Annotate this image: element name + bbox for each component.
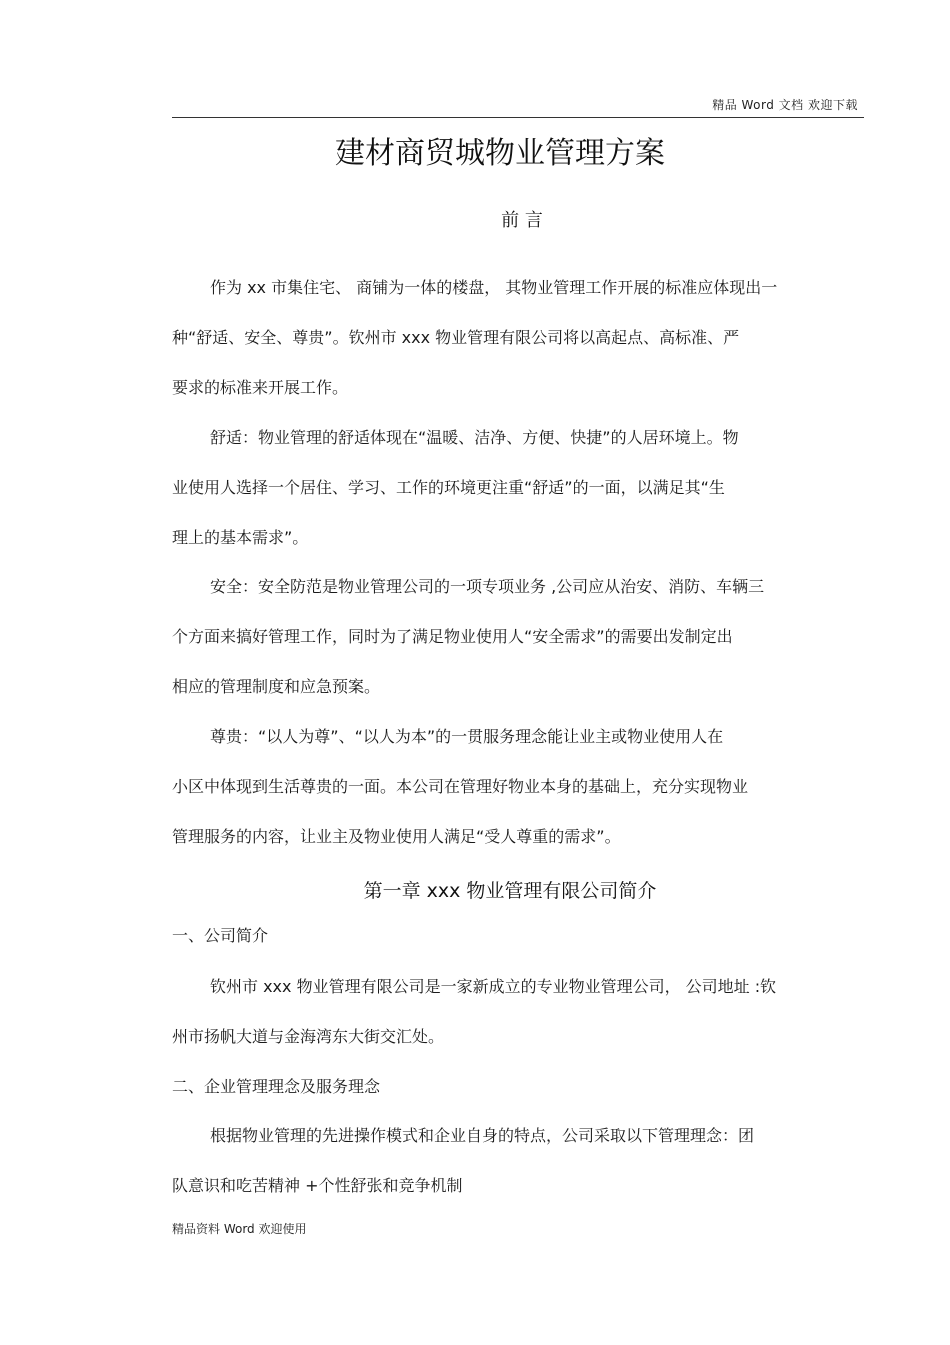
- page-header-text: 精品 Word 文档 欢迎下载: [712, 98, 858, 112]
- paragraph-line: 理上的基本需求”。: [172, 528, 309, 547]
- paragraph-line: 业使用人选择一个居住、学习、工作的环境更注重“舒适”的一面，以满足其“生: [172, 478, 725, 497]
- chapter-heading: 第一章 xxx 物业管理有限公司简介: [363, 880, 657, 902]
- paragraph-line: 尊贵：“以人为尊”、“以人为本”的一贯服务理念能让业主或物业使用人在: [210, 727, 724, 746]
- paragraph-line: 队意识和吃苦精神 +个性舒张和竞争机制: [172, 1176, 463, 1195]
- paragraph-line: 根据物业管理的先进操作模式和企业自身的特点，公司采取以下管理理念：团: [210, 1126, 755, 1145]
- paragraph-line: 小区中体现到生活尊贵的一面。本公司在管理好物业本身的基础上，充分实现物业: [172, 777, 749, 796]
- paragraph-line: 相应的管理制度和应急预案。: [172, 677, 381, 696]
- paragraph-line: 安全：安全防范是物业管理公司的一项专项业务 ,公司应从治安、消防、车辆三: [210, 577, 765, 596]
- paragraph-line: 州市扬帆大道与金海湾东大街交汇处。: [172, 1027, 445, 1046]
- paragraph-line: 作为 xx 市集住宅、 商铺为一体的楼盘， 其物业管理工作开展的标准应体现出一: [210, 278, 778, 297]
- header-rule: [172, 117, 864, 118]
- preface-heading: 前 言: [501, 210, 543, 231]
- page-footer-text: 精品资料 Word 欢迎使用: [172, 1222, 307, 1236]
- paragraph-line: 要求的标准来开展工作。: [172, 378, 349, 397]
- paragraph-line: 钦州市 xxx 物业管理有限公司是一家新成立的专业物业管理公司， 公司地址 :钦: [210, 977, 777, 996]
- paragraph-line: 舒适：物业管理的舒适体现在“温暖、洁净、方便、快捷”的人居环境上。物: [210, 428, 739, 447]
- paragraph-line: 管理服务的内容，让业主及物业使用人满足“受人尊重的需求”。: [172, 827, 621, 846]
- section-heading: 二、企业管理理念及服务理念: [172, 1077, 381, 1096]
- document-title: 建材商贸城物业管理方案: [335, 136, 665, 171]
- paragraph-line: 种“舒适、安全、尊贵”。钦州市 xxx 物业管理有限公司将以高起点、高标准、严: [172, 328, 740, 347]
- paragraph-line: 个方面来搞好管理工作，同时为了满足物业使用人“安全需求”的需要出发制定出: [172, 627, 733, 646]
- section-heading: 一、公司简介: [172, 926, 269, 945]
